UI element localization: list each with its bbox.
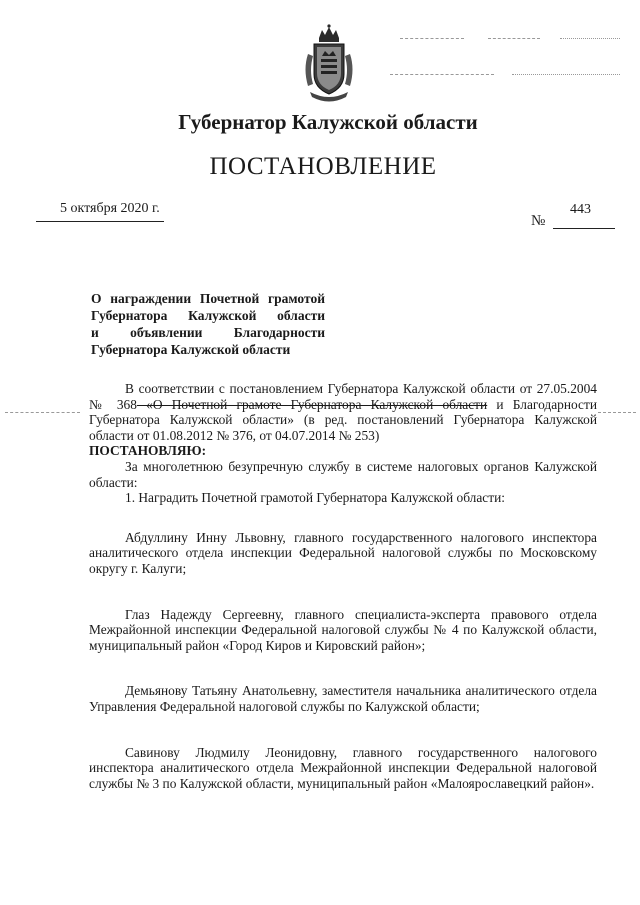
scan-artifact-line bbox=[598, 412, 636, 413]
scan-artifact-line bbox=[5, 412, 80, 413]
decree-word: ПОСТАНОВЛЯЮ: bbox=[89, 443, 207, 459]
issuing-authority: Губернатор Калужской области bbox=[178, 110, 478, 134]
number-underline bbox=[553, 228, 615, 229]
reason-paragraph: За многолетнюю безупречную службу в системе налоговых органов Калужской области: bbox=[89, 458, 597, 490]
awardee-paragraph: Демьянову Татьяну Анатольевну, заместителя начальника аналитического отдела Управления Федеральной налоговой службы по Калужской области; bbox=[89, 683, 597, 714]
subject-line: и объявлении Благодарности bbox=[91, 325, 325, 340]
scan-artifact-line bbox=[488, 38, 540, 39]
preamble-paragraph bbox=[89, 381, 597, 443]
scan-artifact-line bbox=[560, 38, 620, 39]
number-sign: № bbox=[531, 213, 546, 229]
document-date: 5 октября 2020 г. bbox=[60, 201, 160, 216]
document-body bbox=[89, 381, 597, 791]
subject-line: О награждении Почетной грамотой bbox=[91, 291, 325, 306]
document-number: 443 bbox=[570, 202, 591, 217]
scan-artifact-line bbox=[512, 74, 620, 75]
scan-artifact-line bbox=[400, 38, 464, 39]
award-item-1: 1. Наградить Почетной грамотой Губернатора Калужской области: bbox=[125, 490, 505, 506]
document-subject bbox=[91, 290, 325, 358]
awardee-paragraph: Савинову Людмилу Леонидовну, главного государственного налогового инспектора аналитического отдела Межрайонной инспекции Федеральной налоговой службы № 3 по Калужской области, муниципальный район «Малоярославецкий район». bbox=[89, 744, 597, 791]
awardee-paragraph: Абдуллину Инну Львовну, главного государственного налогового инспектора аналитического отдела инспекции Федеральной налоговой службы по Московскому округу г. Калуги; bbox=[89, 529, 597, 576]
awardee-paragraph: Глаз Надежду Сергеевну, главного специалиста-эксперта правового отдела Межрайонной инспекции Федеральной налоговой службы № 4 по Калужской области, муниципальный район «Город Киров и Кировский район»; bbox=[89, 606, 597, 653]
coat-of-arms-emblem bbox=[300, 24, 358, 104]
subject-line: Губернатора Калужской области bbox=[91, 342, 291, 357]
preamble-text-continued: и Благодарности Губернатора Калужской области» (в ред. постановлений Губернатора Калужской области от 01.08.2012 № 376, от 04.07.2014 № 253) bbox=[89, 396, 597, 443]
date-underline bbox=[36, 221, 164, 222]
preamble-struck-text: «О Почетной грамоте Губернатора Калужской области bbox=[136, 396, 488, 412]
document-type-title: ПОСТАНОВЛЕНИЕ bbox=[209, 153, 437, 180]
preamble-text: В соответствии с постановлением Губернатора Калужской области от 27.05.2004 № 368 bbox=[89, 381, 597, 412]
scan-artifact-line bbox=[390, 74, 494, 75]
subject-line: Губернатора Калужской области bbox=[91, 308, 325, 323]
